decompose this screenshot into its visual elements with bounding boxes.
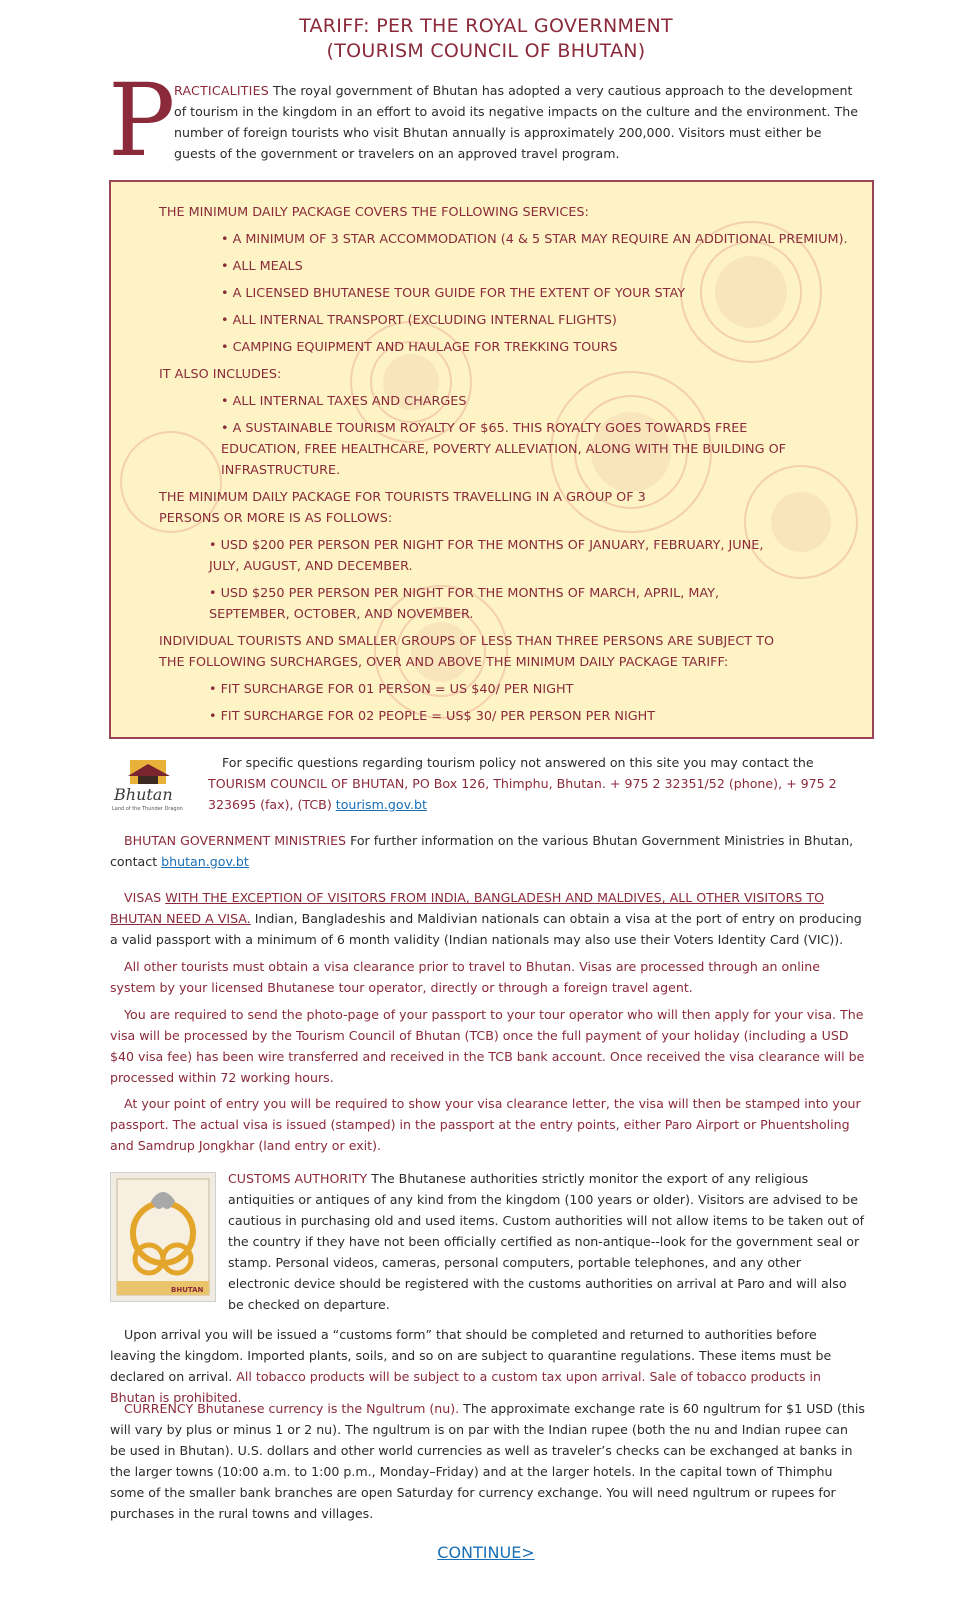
currency-paragraph — [110, 1398, 865, 1524]
rates-list — [159, 535, 769, 625]
currency-lead: CURRENCY — [124, 1401, 194, 1416]
intro-paragraph — [108, 62, 860, 179]
list-item: • USD $250 PER PERSON PER NIGHT FOR THE MONTHS OF MARCH, APRIL, MAY, SEPTEMBER, OCTOBER, AND NOVEMBER. — [209, 586, 720, 622]
ministries-text: For further information on the various Bhutan Government Ministries in Bhutan, contact — [110, 833, 854, 869]
customs-p2-red: All tobacco products will be subject to a custom tax upon arrival. Sale of tobacco products in Bhutan is prohibited. — [110, 1369, 822, 1405]
title-line-2: (TOURISM COUNCIL OF BHUTAN) — [326, 40, 646, 62]
intro-lead: RACTICALITIES — [174, 83, 269, 98]
visas-underlined: WITH THE EXCEPTION OF VISITORS FROM INDIA, BANGLADESH AND MALDIVES, ALL OTHER VISITORS TO BHUTAN NEED A VISA. — [110, 890, 825, 926]
surcharge-list — [159, 679, 859, 727]
list-item: • ALL MEALS — [221, 259, 303, 274]
bhutan-logo — [110, 758, 194, 812]
page-title — [0, 14, 972, 64]
logo-tagline: Land of the Thunder Dragon — [112, 806, 183, 812]
stamp-label: BHUTAN — [171, 1286, 204, 1294]
list-item: • CAMPING EQUIPMENT AND HAULAGE FOR TREKKING TOURS — [221, 340, 618, 355]
list-item: • ALL INTERNAL TAXES AND CHARGES — [221, 394, 467, 409]
list-item: • A LICENSED BHUTANESE TOUR GUIDE FOR THE EXTENT OF YOUR STAY — [221, 286, 686, 301]
title-line-1: TARIFF: PER THE ROYAL GOVERNMENT — [299, 15, 673, 37]
also-heading: IT ALSO INCLUDES: — [159, 367, 282, 382]
currency-red: Bhutanese currency is the Ngultrum (nu). — [197, 1401, 460, 1416]
ministries-paragraph — [110, 830, 865, 872]
intro-text: The royal government of Bhutan has adopted a very cautious approach to the development of tourism in the kingdom in an effort to avoid its negative impacts on the culture and the environment. The number of foreign tourists who visit Bhutan annually is approximately 200,000. Visitors must either be guests of the government or travelers on an approved travel program. — [174, 83, 858, 161]
services-list — [159, 229, 859, 358]
visas-paragraph-3: You are required to send the photo-page of your passport to your tour operator who will then apply for your visa. The visa will be processed by the Tourism Council of Bhutan (TCB) once the full payment of your holiday (including a USD $40 visa fee) has been wire transferred and received in the TCB bank account. Once received the visa clearance will be processed within 72 working hours. — [110, 1007, 865, 1085]
customs-text: The Bhutanese authorities strictly monitor the export of any religious antiquities or antiques of any kind from the kingdom (100 years or older). Visitors are advised to be cautious in purchasing old and used items. Custom authorities will not allow items to be taken out of the country if they have not been officially certified as non-antique--look for the government seal or stamp. Personal videos, cameras, personal computers, portable telephones, and any other electronic device should be registered with the customs authorities on arrival at Paro and will also be checked on departure. — [228, 1171, 865, 1312]
package-box — [109, 180, 874, 739]
customs-stamp-image — [110, 1172, 216, 1302]
contact-intro: For specific questions regarding tourism policy not answered on this site you may contact the — [222, 755, 814, 770]
visas-paragraph-1 — [110, 887, 865, 950]
customs-paragraph — [228, 1168, 865, 1315]
package-content — [159, 202, 859, 733]
list-item: • A SUSTAINABLE TOURISM ROYALTY OF $65. THIS ROYALTY GOES TOWARDS FREE EDUCATION, FREE HEALTHCARE, POVERTY ALLEVIATION, ALONG WITH THE BUILDING OF INFRASTRUCTURE. — [221, 421, 787, 478]
surcharge-heading: INDIVIDUAL TOURISTS AND SMALLER GROUPS OF LESS THAN THREE PERSONS ARE SUBJECT TO THE FOLLOWING SURCHARGES, OVER AND ABOVE THE MINIMUM DAILY PACKAGE TARIFF: — [159, 634, 775, 670]
also-list — [159, 391, 859, 481]
customs-lead: CUSTOMS AUTHORITY — [228, 1171, 368, 1186]
bhutan-gov-link[interactable]: bhutan.gov.bt — [161, 854, 249, 869]
list-item: • FIT SURCHARGE FOR 02 PEOPLE = US$ 30/ PER PERSON PER NIGHT — [209, 709, 656, 724]
list-item: • A MINIMUM OF 3 STAR ACCOMMODATION (4 & 5 STAR MAY REQUIRE AN ADDITIONAL PREMIUM). — [221, 232, 848, 247]
visas-lead: VISAS — [124, 890, 162, 905]
tourism-link[interactable]: tourism.gov.bt — [335, 797, 427, 812]
services-heading: THE MINIMUM DAILY PACKAGE COVERS THE FOLLOWING SERVICES: — [159, 205, 589, 220]
logo-name: Bhutan — [114, 785, 173, 804]
currency-text: The approximate exchange rate is 60 ngultrum for $1 USD (this will vary by plus or minus 1 or 2 nu). The ngultrum is on par with the Indian rupee (both the nu and Indian rupee can be used in Bhutan). U.S. dollars and other world currencies as well as traveler’s checks can be exchanged at banks in the larger towns (10:00 a.m. to 1:00 p.m., Monday–Friday) and at the larger hotels. In the capital town of Thimphu some of the smaller bank branches are open Saturday for currency exchange. You will need ngultrum or rupees for purchases in the rural towns and villages. — [110, 1401, 865, 1521]
visas-paragraph-4: At your point of entry you will be required to show your visa clearance letter, the visa will then be stamped into your passport. The actual visa is issued (stamped) in the passport at the entry points, either Paro Airport or Phuentsholing and Samdrup Jongkhar (land entry or exit). — [110, 1096, 861, 1153]
continue-nav — [0, 1543, 972, 1562]
group-heading: THE MINIMUM DAILY PACKAGE FOR TOURISTS TRAVELLING IN A GROUP OF 3 PERSONS OR MORE IS AS FOLLOWS: — [159, 490, 646, 526]
list-item: • ALL INTERNAL TRANSPORT (EXCLUDING INTERNAL FLIGHTS) — [221, 313, 617, 328]
customs-p2: Upon arrival you will be issued a “customs form” that should be completed and returned to authorities before leaving the kingdom. Imported plants, soils, and so on are subject to quarantine regulations. These items must be declared on arrival. — [110, 1327, 832, 1384]
ministries-lead: BHUTAN GOVERNMENT MINISTRIES — [124, 833, 347, 848]
visas-p1: Indian, Bangladeshis and Maldivian nationals can obtain a visa at the port of entry on producing a valid passport with a minimum of 6 month validity (Indian nationals may also use their Voters Identity Card (VIC)). — [110, 911, 862, 947]
contact-paragraph — [208, 752, 858, 815]
contact-org: TOURISM COUNCIL OF BHUTAN, PO Box 126, Thimphu, Bhutan. + 975 2 32351/52 (phone), + 975 2 323695 (fax), (TCB) — [208, 776, 837, 812]
continue-link[interactable]: CONTINUE> — [437, 1543, 535, 1562]
customs-paragraph-2 — [110, 1324, 865, 1408]
visas-paragraph-2: All other tourists must obtain a visa clearance prior to travel to Bhutan. Visas are processed through an online system by your licensed Bhutanese tour operator, directly or through a foreign travel agent. — [110, 959, 820, 995]
dragon-logo-icon — [110, 758, 194, 812]
dropcap: P — [108, 62, 176, 179]
list-item: • USD $200 PER PERSON PER NIGHT FOR THE MONTHS OF JANUARY, FEBRUARY, JUNE, JULY, AUGUST, AND DECEMBER. — [209, 538, 764, 574]
list-item: • FIT SURCHARGE FOR 01 PERSON = US $40/ PER NIGHT — [209, 682, 574, 697]
stamp-icon — [111, 1173, 215, 1301]
